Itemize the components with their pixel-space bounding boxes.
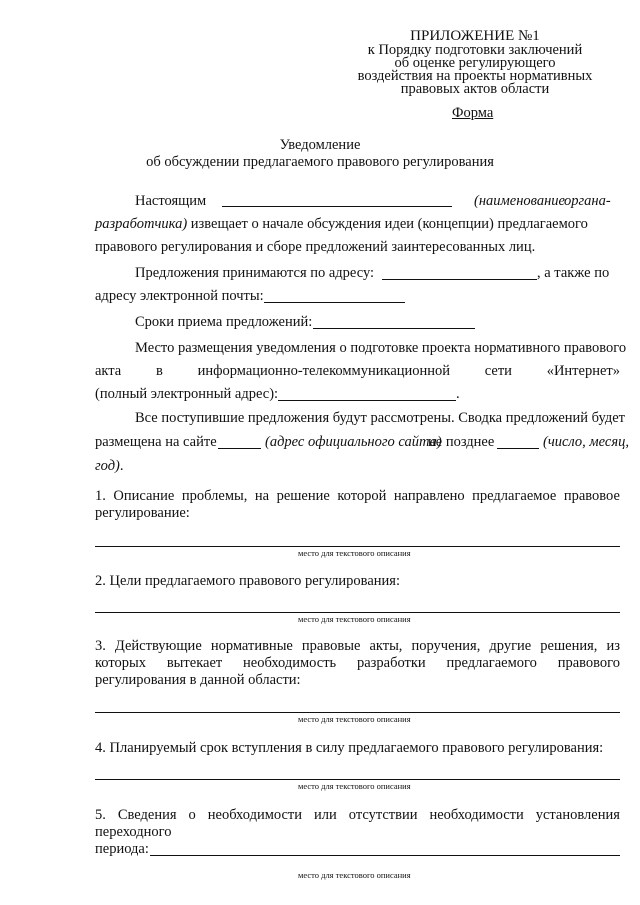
s3-line-3: регулирования в данной области: — [95, 672, 301, 688]
p3-deadline: Сроки приема предложений: — [135, 314, 313, 330]
s3-line-2: которых вытекает необходимость разработки предлагаемого правового — [95, 655, 620, 671]
p1-hint-3: разработчика) — [95, 216, 188, 232]
s4-blank[interactable] — [95, 779, 620, 780]
p1-rest: извещает о начале обсуждения идеи (концепции) предлагаемого — [187, 216, 588, 232]
site-blank[interactable] — [218, 448, 261, 449]
s3-blank[interactable] — [95, 712, 620, 713]
notice-subtitle: об обсуждении предлагаемого правового регулирования — [146, 154, 494, 170]
p5-part-b: не позднее — [428, 434, 495, 450]
s1-line-1: 1. Описание проблемы, на решение которой направлено предлагаемое правовое — [95, 488, 620, 504]
notice-title: Уведомление — [279, 137, 361, 153]
p1-line-3: правового регулирования и сборе предложений заинтересованных лиц. — [95, 239, 536, 255]
s1-line-2: регулирование: — [95, 505, 190, 521]
p4-line-3: (полный электронный адрес): — [95, 386, 279, 402]
header-line-2: об оценке регулирующего — [394, 55, 556, 71]
organ-name-blank[interactable] — [222, 206, 452, 207]
date-blank[interactable] — [497, 448, 539, 449]
p5-line-3: год). — [95, 458, 124, 474]
s5-line-1: 5. Сведения о необходимости или отсутствии необходимости установления — [95, 807, 620, 823]
header-line-1: к Порядку подготовки заключений — [367, 42, 583, 58]
address-blank[interactable] — [382, 279, 537, 280]
p2-start: Предложения принимаются по адресу: — [135, 265, 375, 281]
s2-title: 2. Цели предлагаемого правового регулирования: — [95, 573, 400, 589]
s5-line-3: периода: — [95, 841, 149, 857]
s2-caption: место для текстового описания — [298, 614, 411, 624]
p5-hint-1: (адрес официального сайта) — [265, 434, 442, 450]
p1-start: Настоящим — [135, 193, 207, 209]
p4-line-1: Место размещения уведомления о подготовке проекта нормативного правового — [135, 340, 627, 356]
p1-hint-1: (наименование — [474, 193, 565, 209]
header-line-3: воздействия на проекты нормативных — [357, 68, 593, 84]
s2-blank[interactable] — [95, 612, 620, 613]
email-blank[interactable] — [264, 302, 405, 303]
s4-caption: место для текстового описания — [298, 781, 411, 791]
s4-title: 4. Планируемый срок вступления в силу предлагаемого правового регулирования: — [95, 740, 604, 756]
p2-mid: , а также по — [537, 265, 610, 281]
deadline-blank[interactable] — [313, 328, 475, 329]
s1-blank[interactable] — [95, 546, 620, 547]
p5-part-a: размещена на сайте — [95, 434, 217, 450]
s3-caption: место для текстового описания — [298, 714, 411, 724]
p1-hint-2: органа- — [564, 193, 611, 209]
s5-line-2: переходного — [95, 824, 172, 840]
p1-line-2 — [95, 216, 588, 233]
s5-blank[interactable] — [150, 855, 620, 856]
s1-caption: место для текстового описания — [298, 548, 411, 558]
p2-line-2: адресу электронной почты: — [95, 288, 264, 304]
s3-line-1: 3. Действующие нормативные правовые акты, поручения, другие решения, из — [95, 638, 620, 654]
url-blank[interactable] — [278, 400, 456, 401]
p4-end: . — [456, 386, 460, 402]
form-label: Форма — [452, 105, 494, 121]
header-line-4: правовых актов области — [400, 81, 550, 97]
appendix-title: ПРИЛОЖЕНИЕ №1 — [410, 28, 540, 44]
p5-hint-2: (число, месяц, — [543, 434, 629, 450]
s5-caption: место для текстового описания — [298, 870, 411, 880]
p5-line-1: Все поступившие предложения будут рассмотрены. Сводка предложений будет — [135, 410, 625, 426]
p4-line-2: акта в информационно-телекоммуникационной сети «Интернет» — [95, 363, 620, 379]
